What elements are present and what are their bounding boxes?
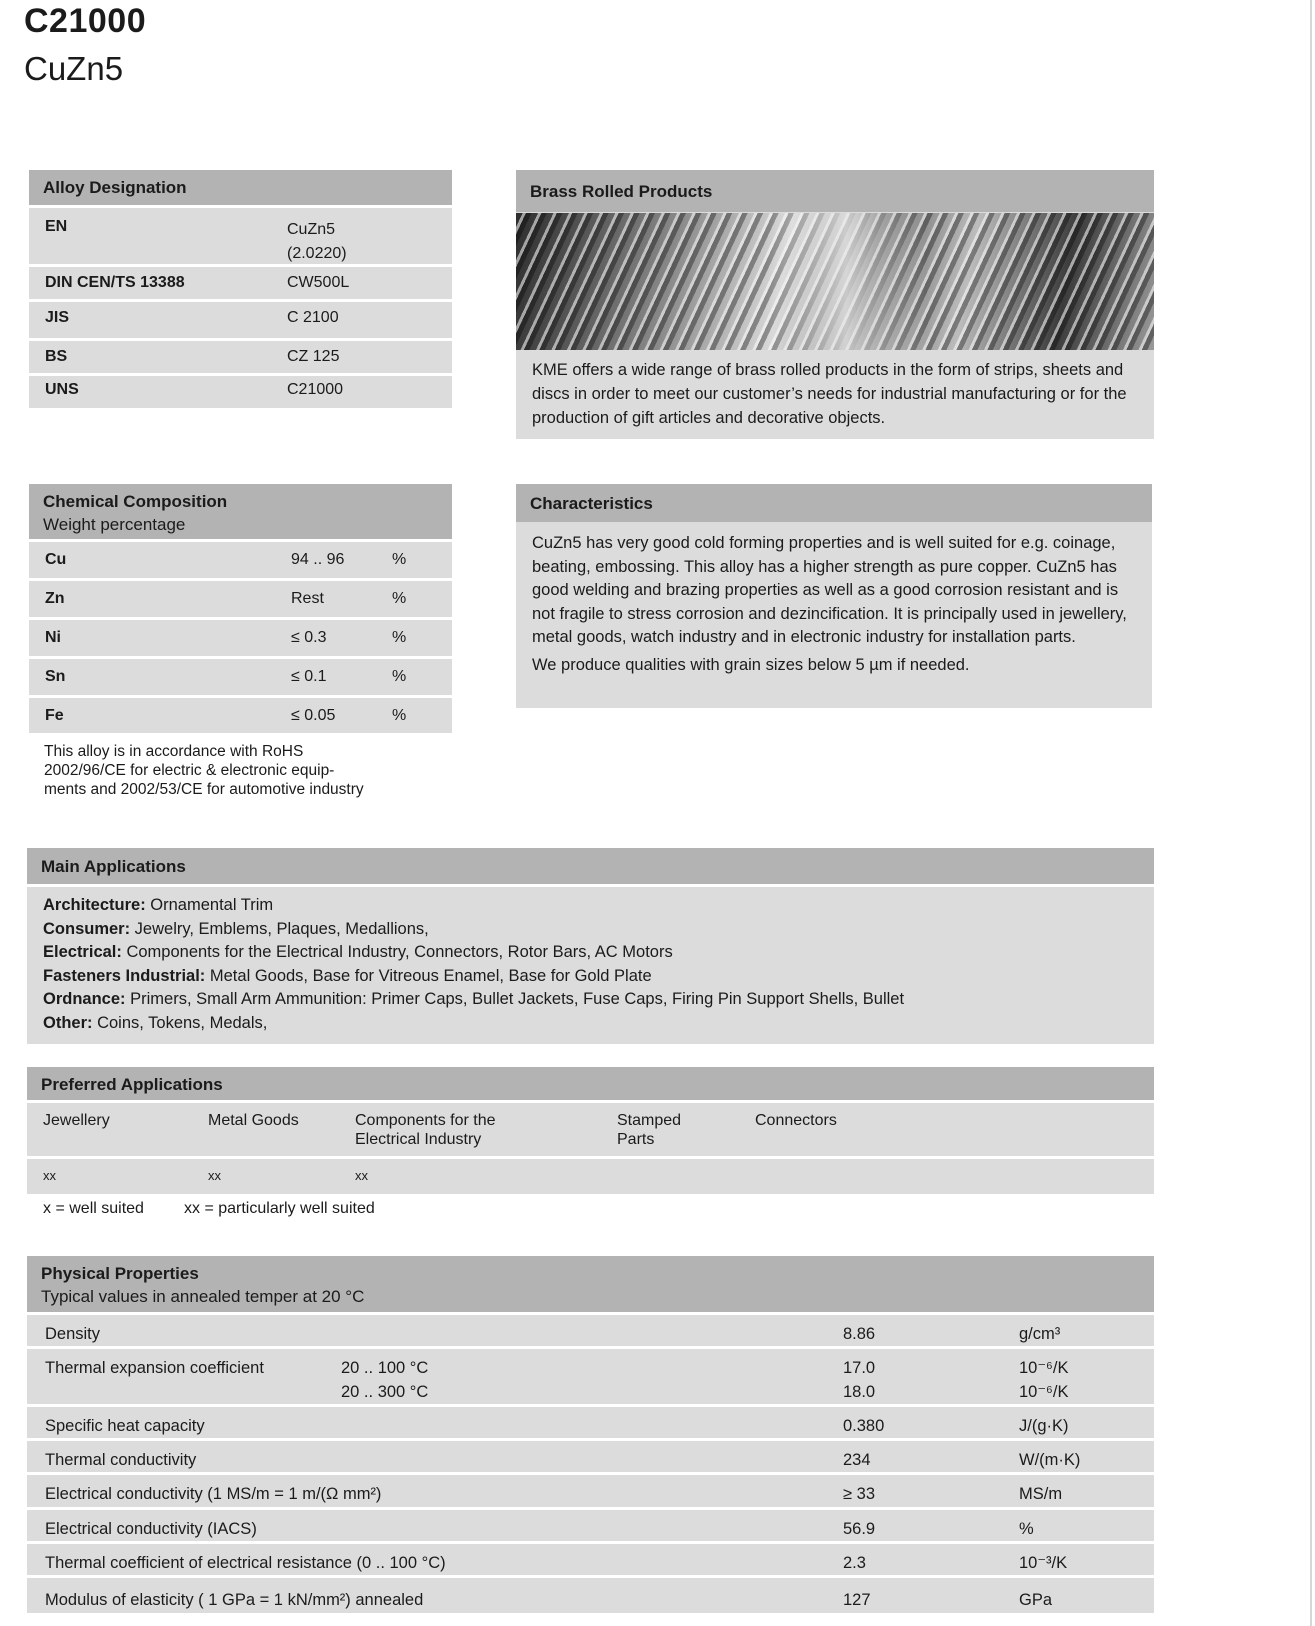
table-header-row [27, 1100, 1154, 1156]
property-unit: 10⁻⁶/K 10⁻⁶/K [1019, 1359, 1069, 1401]
list-item: Electrical: Components for the Electrical Industry, Connectors, Rotor Bars, AC Motors [43, 943, 673, 961]
property-temperature-range: 20 .. 100 °C 20 .. 300 °C [341, 1359, 429, 1401]
main-applications-heading: Main Applications [27, 848, 1154, 884]
element-unit: % [392, 707, 407, 724]
property-value: 56.9 [843, 1520, 876, 1538]
property-unit: MS/m [1019, 1485, 1063, 1503]
element-symbol: Fe [45, 707, 64, 724]
page-subtitle: CuZn5 [24, 50, 124, 87]
page-title: C21000 [24, 2, 147, 40]
characteristics-text: CuZn5 has very good cold forming properties and is well suited for e.g. coinage, beating, embossing. This alloy has a higher strength as pure copper. CuZn5 has good welding and brazing properties as well as a good corrosion resistant and is not fragile to stress corrosion and dezincification. It is principally used in jewellery, metal goods, watch industry and in electronic industry for installation parts. We produce qualities with grain sizes below 5 µm if needed. [532, 534, 1127, 674]
list-item: Consumer: Jewelry, Emblems, Plaques, Medallions, [43, 919, 429, 938]
chemical-composition-heading: Chemical Composition Weight percentage [29, 484, 452, 539]
list-item: Fasteners Industrial: Metal Goods, Base for Vitreous Enamel, Base for Gold Plate [43, 966, 652, 985]
element-symbol: Sn [45, 668, 66, 685]
table-row [29, 338, 452, 373]
table-row [27, 1507, 1154, 1541]
element-unit: % [392, 629, 407, 646]
chemical-composition-subheading: Weight percentage [43, 515, 186, 534]
property-value: 8.86 [843, 1325, 876, 1343]
physical-properties-subheading: Typical values in annealed temper at 20 °C [41, 1287, 365, 1306]
element-unit: % [392, 551, 407, 568]
table-row [27, 1312, 1154, 1346]
list-item: Ordnance: Primers, Small Arm Ammunition: Primer Caps, Bullet Jackets, Fuse Caps, Firing Pin Support Shells, Bullet [43, 990, 905, 1008]
characteristics-panel [516, 484, 1152, 708]
table-row [29, 578, 452, 617]
property-name: Thermal expansion coefficient [45, 1359, 264, 1377]
property-name: Electrical conductivity (1 MS/m = 1 m/(Ω mm²) [45, 1485, 382, 1503]
element-symbol: Zn [45, 590, 65, 607]
brass-rolled-products-heading: Brass Rolled Products [516, 170, 1154, 212]
property-value: ≥ 33 [843, 1485, 875, 1503]
designation-value: C 2100 [287, 309, 339, 326]
page-edge-line [1310, 0, 1312, 1626]
table-row [27, 1156, 1154, 1191]
designation-value: CZ 125 [287, 348, 340, 365]
property-unit: W/(m·K) [1019, 1451, 1081, 1469]
rohs-note: This alloy is in accordance with RoHS 2002/96/CE for electric & electronic equip- ments and 2002/53/CE for automotive industry [44, 743, 364, 798]
table-row [27, 1472, 1154, 1507]
property-value: 0.380 [843, 1417, 885, 1435]
table-row [29, 695, 452, 733]
table-row [29, 617, 452, 656]
element-value: ≤ 0.3 [291, 629, 327, 646]
legend-particularly-well-suited: xx = particularly well suited [184, 1200, 375, 1217]
property-name: Thermal coefficient of electrical resistance (0 .. 100 °C) [45, 1554, 446, 1572]
property-value: 127 [843, 1591, 871, 1609]
list-item: Architecture: Ornamental Trim [43, 896, 274, 914]
column-header: Stamped Parts [617, 1112, 682, 1148]
main-applications-list [43, 894, 904, 1035]
property-name: Modulus of elasticity ( 1 GPa = 1 kN/mm²) annealed [45, 1591, 424, 1609]
designation-standard: DIN CEN/TS 13388 [45, 274, 185, 291]
element-value: ≤ 0.1 [291, 668, 327, 685]
column-header: Connectors [755, 1112, 837, 1129]
brass-coils-photo [516, 213, 1154, 350]
column-header: Metal Goods [208, 1112, 299, 1129]
property-unit: J/(g·K) [1019, 1417, 1069, 1435]
element-symbol: Cu [45, 551, 67, 568]
legend-well-suited: x = well suited [43, 1200, 144, 1217]
designation-value: CuZn5 (2.0220) [287, 221, 347, 262]
suitability-rating: xx [208, 1168, 221, 1183]
designation-value: C21000 [287, 381, 344, 398]
property-name: Thermal conductivity [45, 1451, 197, 1469]
property-name: Electrical conductivity (IACS) [45, 1520, 257, 1538]
table-row [29, 539, 452, 578]
table-row [29, 264, 452, 299]
designation-standard: UNS [45, 381, 79, 398]
table-row [27, 1438, 1154, 1472]
table-row [29, 205, 452, 264]
element-value: 94 .. 96 [291, 551, 345, 568]
characteristics-heading: Characteristics [516, 484, 1152, 522]
designation-standard: EN [45, 218, 68, 235]
table-row [27, 1404, 1154, 1438]
table-row [27, 1346, 1154, 1404]
alloy-designation-table [29, 170, 452, 408]
property-name: Density [45, 1325, 101, 1343]
physical-properties-heading: Physical Properties Typical values in annealed temper at 20 °C [27, 1256, 1154, 1312]
chemical-composition-table [29, 484, 452, 733]
table-row [27, 1575, 1154, 1613]
property-unit: g/cm³ [1019, 1325, 1061, 1343]
suitability-rating: xx [355, 1168, 368, 1183]
element-value: Rest [291, 590, 324, 607]
column-header: Jewellery [43, 1112, 110, 1129]
brass-rolled-products-text: KME offers a wide range of brass rolled products in the form of strips, sheets and discs in order to meet our customer’s needs for industrial manufacturing or for the production of gift articles and decorative objects. [532, 361, 1127, 427]
property-value: 17.0 18.0 [843, 1359, 876, 1401]
designation-standard: JIS [45, 309, 70, 326]
designation-value: CW500L [287, 274, 350, 291]
list-item: Other: Coins, Tokens, Medals, [43, 1013, 268, 1032]
main-applications-panel [27, 848, 1154, 1044]
property-value: 2.3 [843, 1554, 866, 1572]
property-unit: 10⁻³/K [1019, 1554, 1068, 1572]
column-header: Components for the Electrical Industry [355, 1112, 496, 1148]
table-row [29, 373, 452, 408]
preferred-applications-table [27, 1067, 1154, 1194]
table-row [29, 299, 452, 338]
table-row [27, 1541, 1154, 1575]
brass-rolled-products-panel [516, 170, 1154, 439]
suitability-rating: xx [43, 1168, 56, 1183]
designation-standard: BS [45, 348, 68, 365]
alloy-designation-heading: Alloy Designation [29, 170, 452, 205]
element-value: ≤ 0.05 [291, 707, 336, 724]
preferred-applications-heading: Preferred Applications [27, 1067, 1154, 1100]
property-name: Specific heat capacity [45, 1417, 205, 1435]
property-unit: GPa [1019, 1591, 1053, 1609]
physical-properties-table [27, 1256, 1154, 1613]
element-unit: % [392, 590, 407, 607]
table-row [29, 656, 452, 695]
property-unit: % [1019, 1520, 1034, 1538]
element-symbol: Ni [45, 629, 61, 646]
element-unit: % [392, 668, 407, 685]
property-value: 234 [843, 1451, 871, 1469]
